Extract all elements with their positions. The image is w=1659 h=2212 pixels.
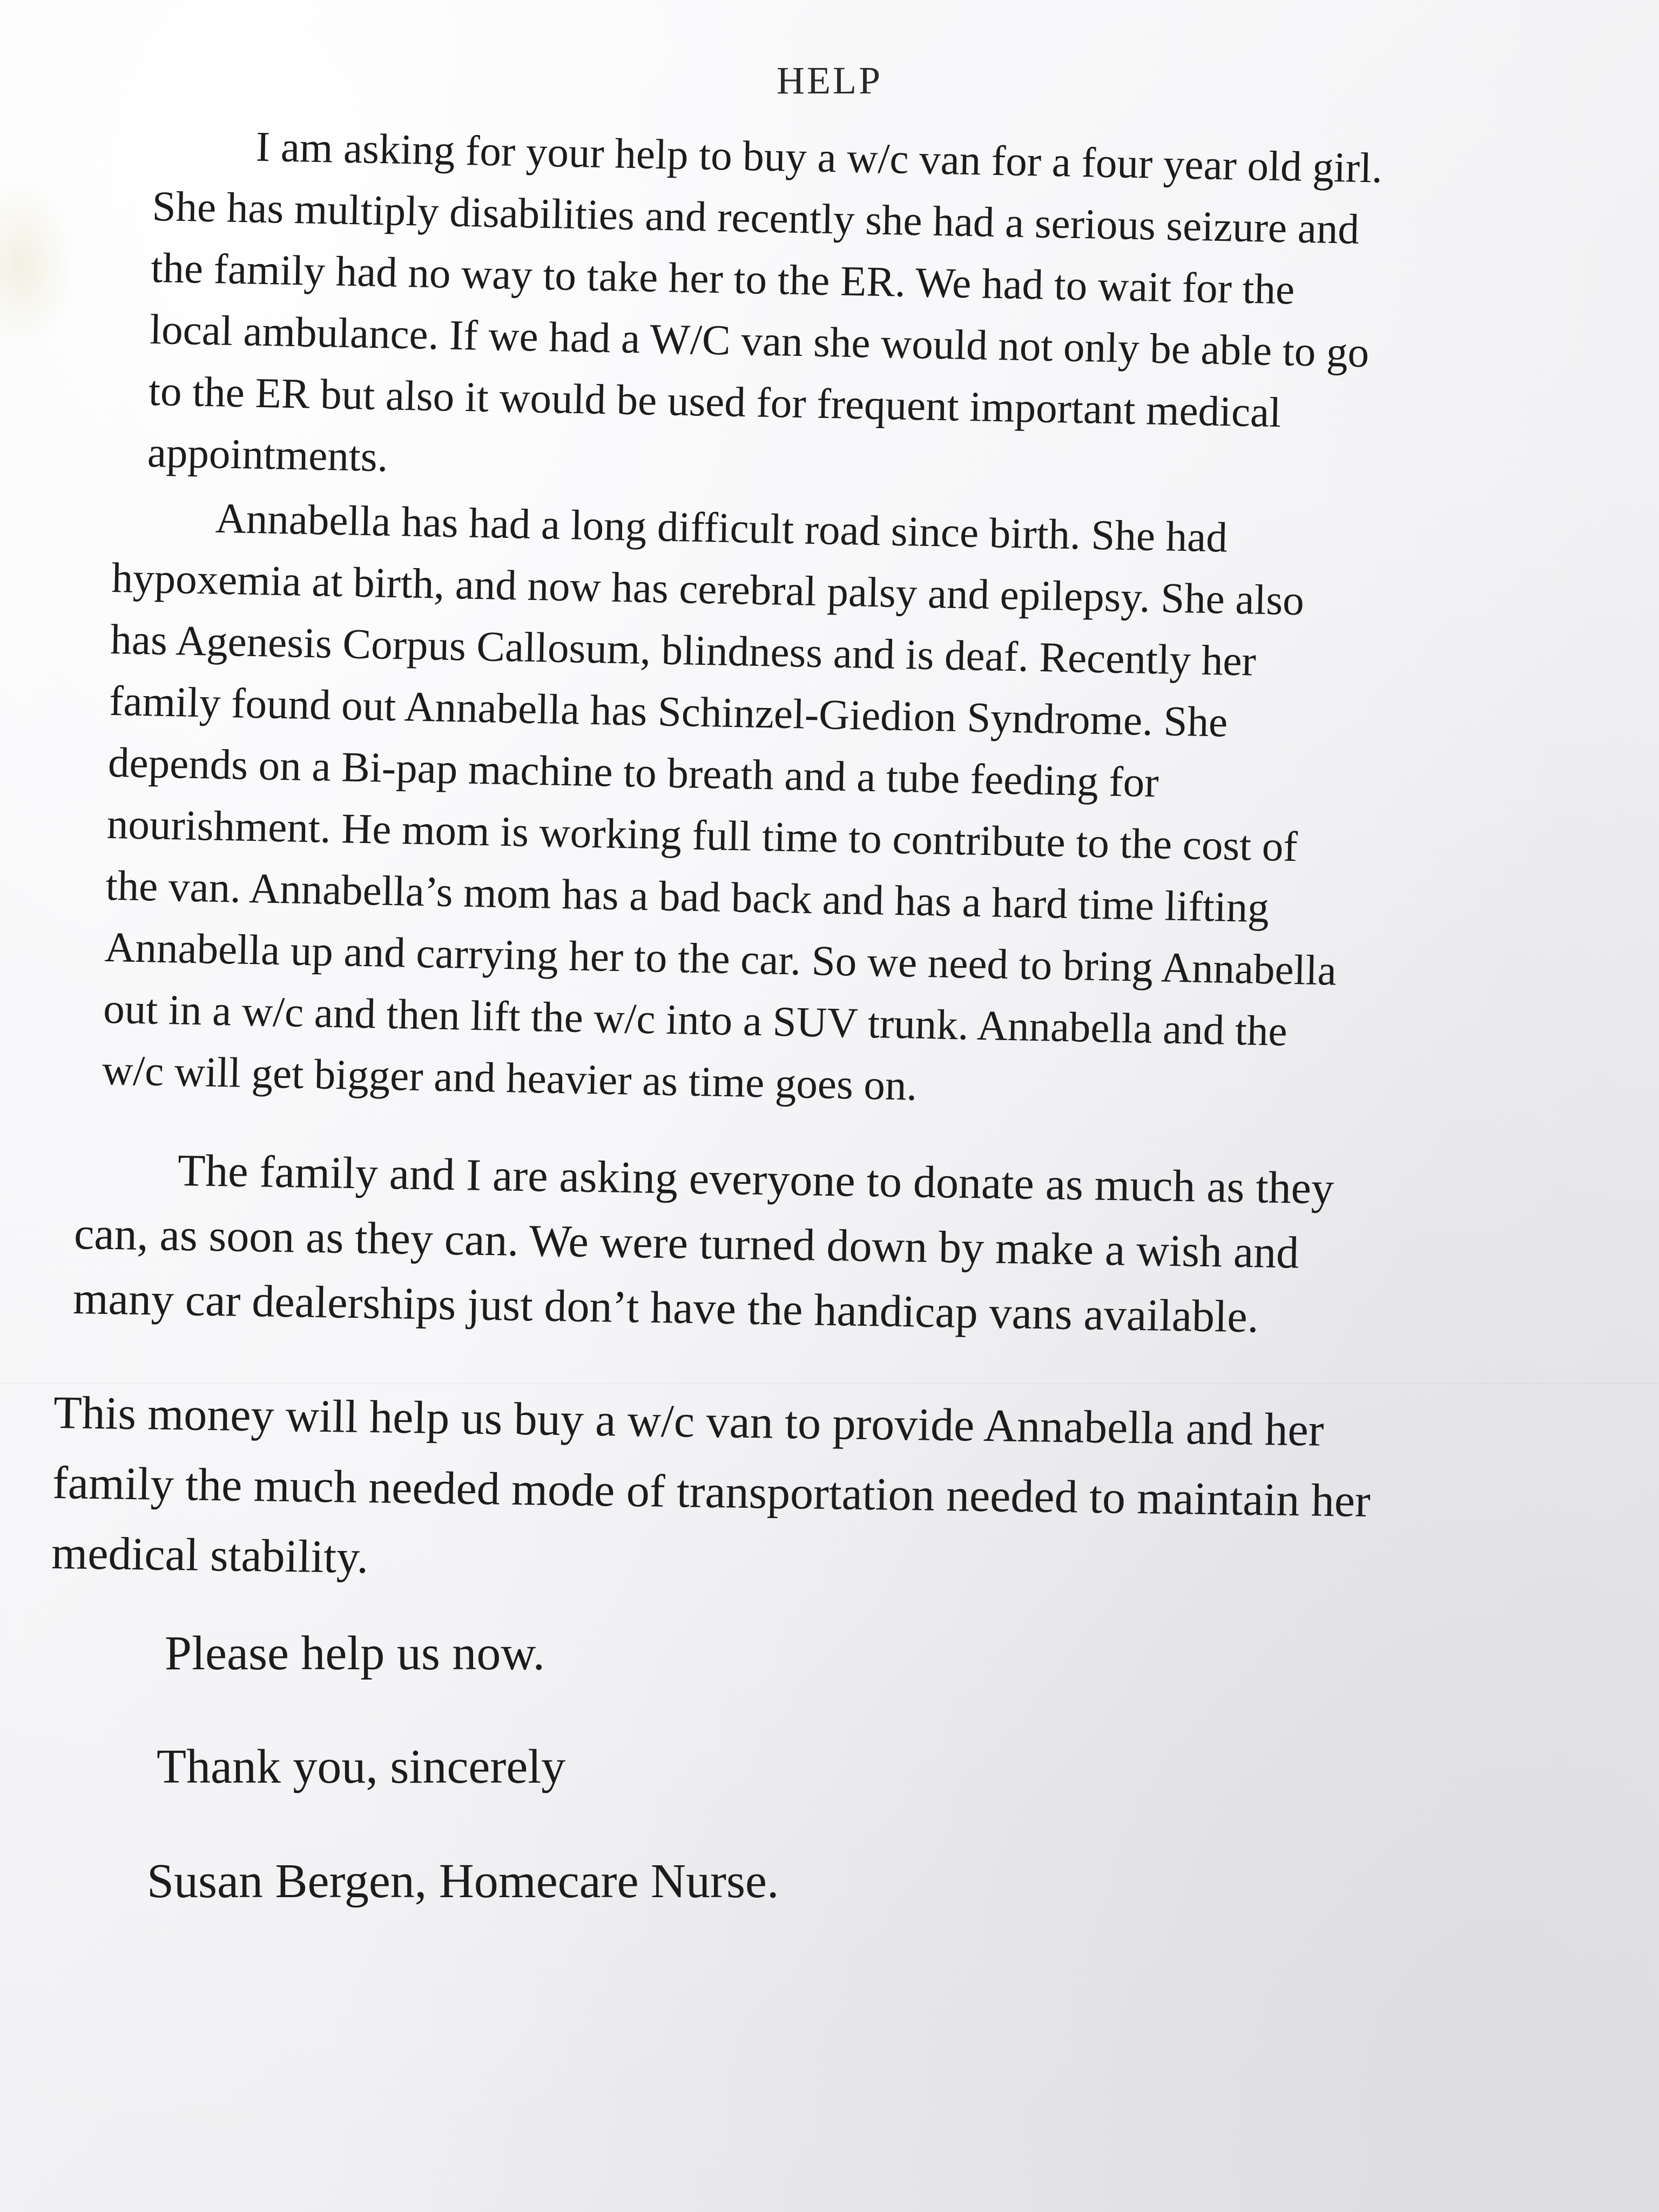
paragraph-line: She has multiply disabilities and recently she had a serious seizure and [151, 183, 1360, 253]
paragraph-background [102, 486, 1345, 1125]
paragraph-line: medical stability. [51, 1526, 369, 1583]
paragraph-line: hypoxemia at birth, and now has cerebral palsy and epilepsy. She also [111, 554, 1305, 625]
signature-line: Susan Bergen, Homecare Nurse. [147, 1854, 779, 1908]
paragraph-line: Annabella has had a long difficult road since birth. She had [215, 495, 1228, 562]
paragraph-line: can, as soon as they can. We were turned down by make a wish and [73, 1208, 1299, 1278]
paragraph-line: has Agenesis Corpus Callosum, blindness and is deaf. Recently her [110, 616, 1257, 685]
paragraph-line: many car dealerships just don’t have the handicap vans available. [72, 1273, 1259, 1343]
paragraph-line: I am asking for your help to buy a w/c van for a four year old girl. [255, 123, 1383, 192]
paragraph-line: w/c will get bigger and heavier as time goes on. [102, 1047, 918, 1110]
paragraph-purpose [51, 1377, 1372, 1606]
paragraph-line: to the ER but also it would be used for frequent important medical [148, 367, 1282, 437]
paragraph-line: the family had no way to take her to the ER. We had to wait for the [150, 244, 1295, 314]
paragraph-line: Annabella up and carrying her to the car. So we need to bring Annabella [104, 923, 1337, 995]
paragraph-appeal [72, 1137, 1334, 1351]
paragraph-line: out in a w/c and then lift the w/c into a SUV trunk. Annabella and the [103, 985, 1288, 1055]
paragraph-line: depends on a Bi-pap machine to breath and a tube feeding for [107, 739, 1159, 807]
paragraph-line: nourishment. He mom is working full time to contribute to the cost of [106, 800, 1298, 871]
letter-title: HELP [777, 59, 882, 102]
paragraph-line: appointments. [147, 429, 389, 481]
paragraph-line: the van. Annabella’s mom has a bad back and has a hard time lifting [105, 862, 1270, 932]
paragraph-line: This money will help us buy a w/c van to provide Annabella and her [53, 1386, 1325, 1456]
paragraph-line: family found out Annabella has Schinzel-Giedion Syndrome. She [109, 677, 1228, 746]
paragraph-request [147, 114, 1383, 508]
closing-signoff: Thank you, sincerely [157, 1740, 566, 1793]
paragraph-line: family the much needed mode of transportation needed to maintain her [52, 1456, 1371, 1527]
closing-plea: Please help us now. [165, 1627, 545, 1680]
paragraph-line: local ambulance. If we had a W/C van she would not only be able to go [149, 306, 1370, 377]
paragraph-line: The family and I are asking everyone to donate as much as they [177, 1145, 1334, 1214]
